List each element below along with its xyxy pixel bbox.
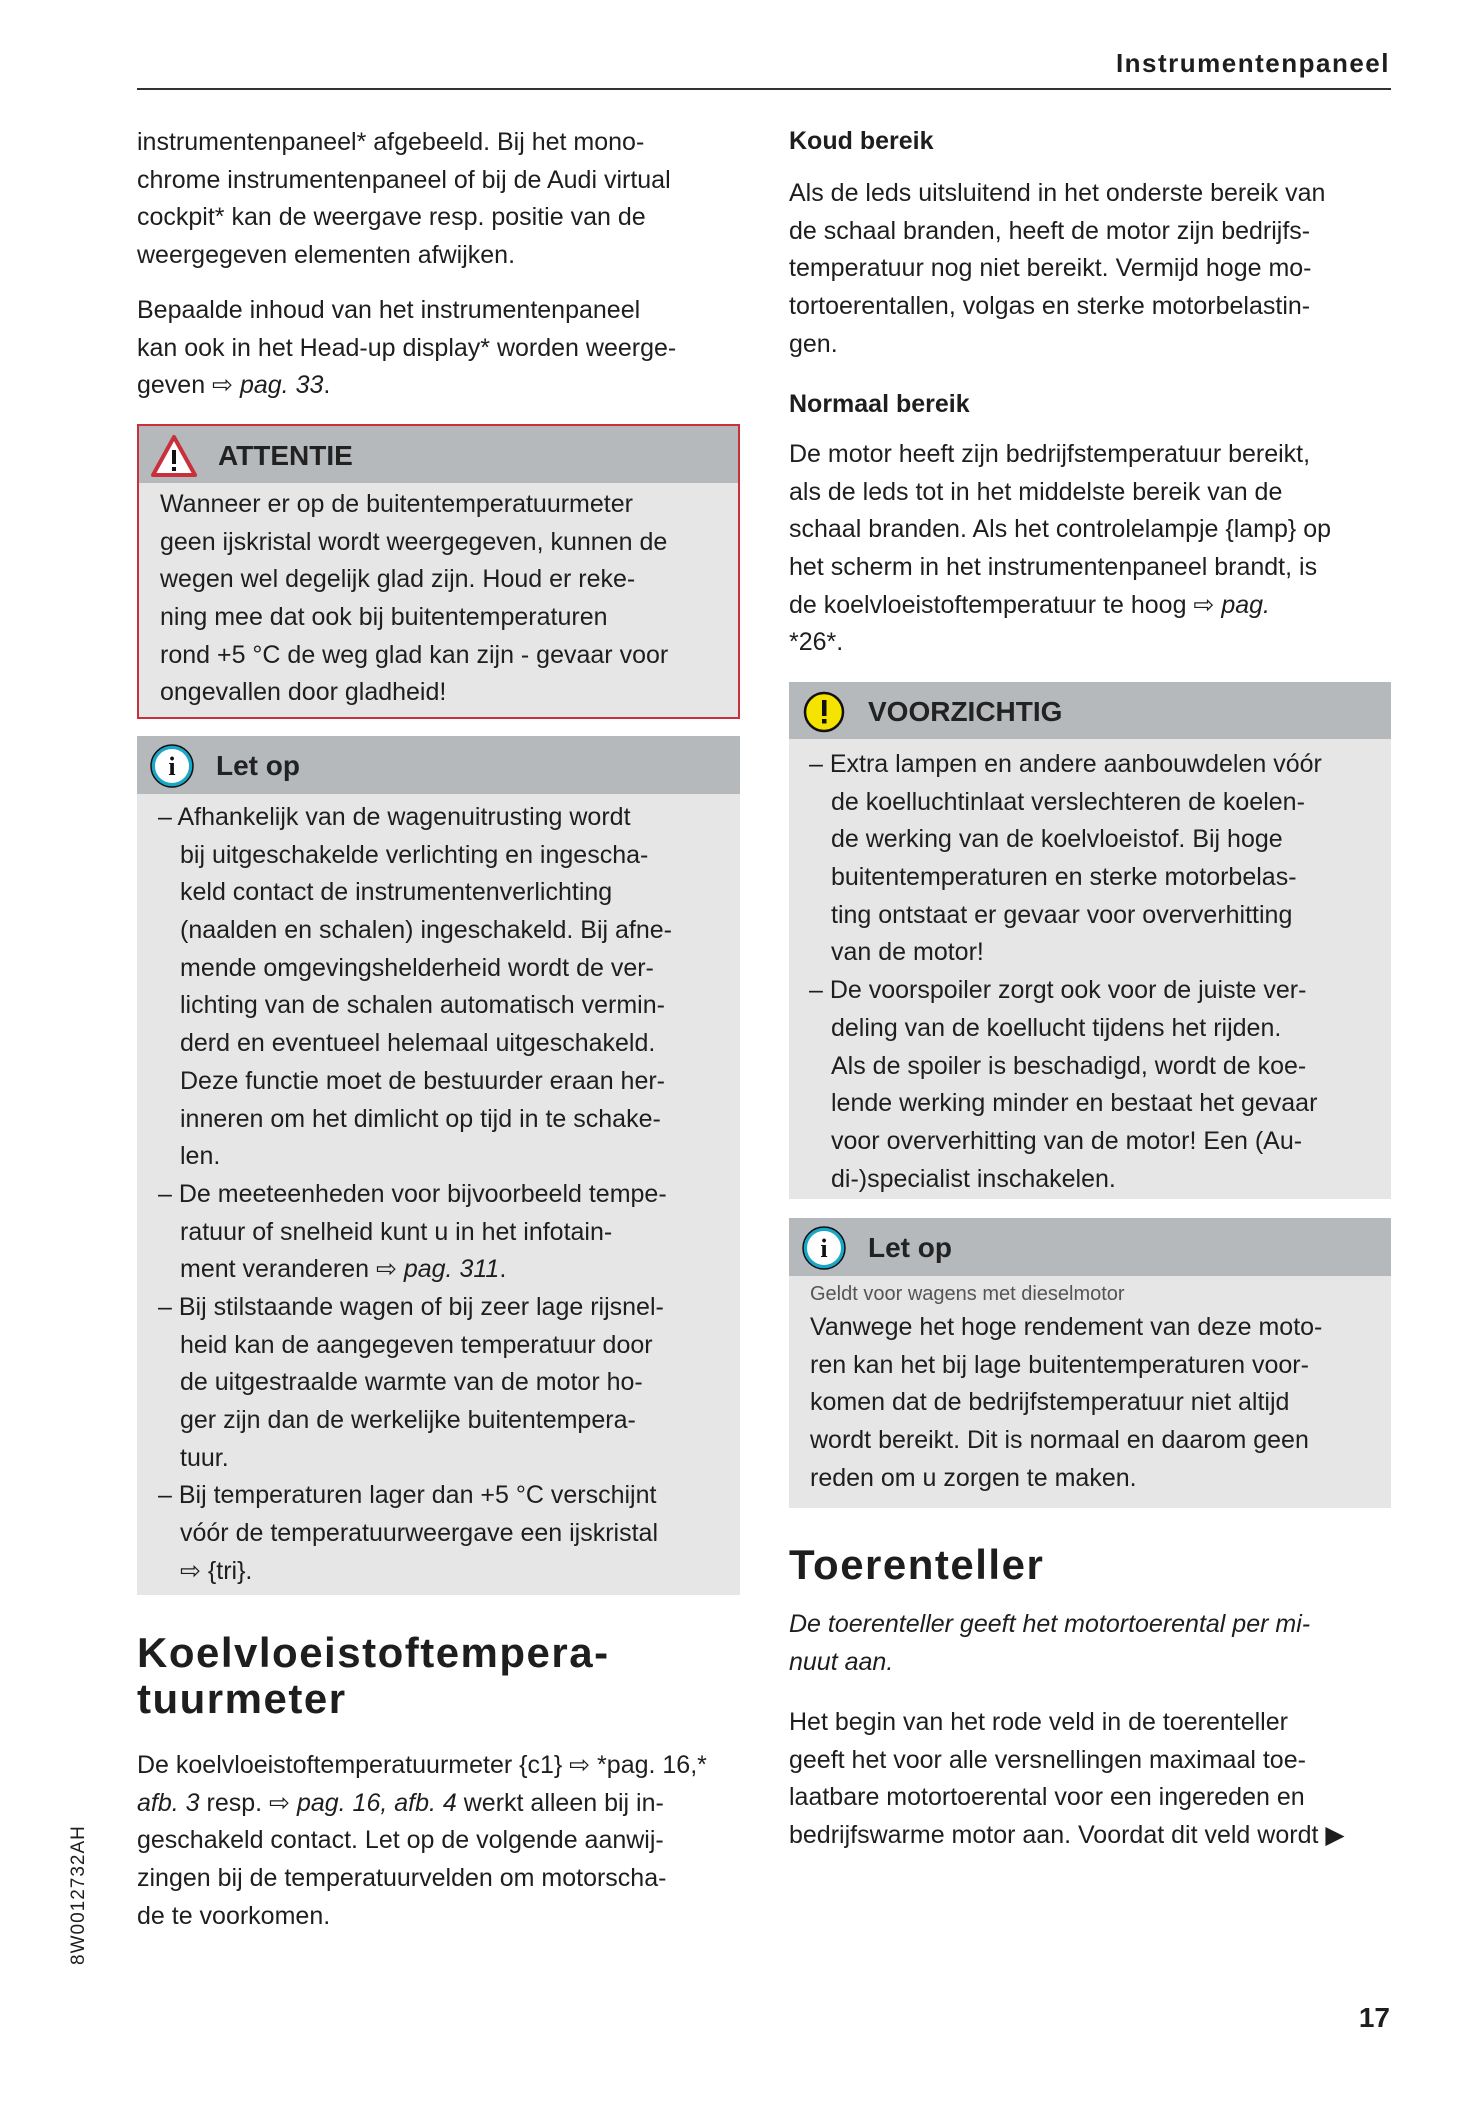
text-line: de schaal branden, heeft de motor zijn bedrijfs-: [789, 216, 1311, 245]
text-line: geven ⇨ pag. 33.: [137, 371, 331, 400]
let-op-right-body: [789, 1276, 1391, 1497]
text-line: ger zijn dan de werkelijke buitentempera-: [180, 1406, 636, 1434]
text-line: de werking van de koelvloeistof. Bij hoge: [831, 825, 1283, 854]
let-op-right-text: [810, 1309, 1391, 1497]
text-line: geschakeld contact. Let op de volgende aanwij-: [137, 1826, 664, 1855]
let-op-header: [137, 736, 740, 794]
list-item: [158, 799, 740, 1176]
text-line: het scherm in het instrumentenpaneel brandt, is: [789, 553, 1318, 582]
text-line: – Afhankelijk van de wagenuitrusting wordt: [158, 803, 631, 831]
text-line: tortoerentallen, volgas en sterke motorbelastin-: [789, 292, 1311, 321]
text-line: inneren om het dimlicht op tijd in te schake-: [180, 1104, 661, 1133]
koelvloeistof-paragraph: [137, 1747, 740, 1935]
text-line: wordt bereikt. Dit is normaal en daarom geen: [810, 1426, 1309, 1455]
text-line: heid kan de aangegeven temperatuur door: [180, 1330, 653, 1359]
text-line: ment veranderen ⇨ pag. 311.: [180, 1255, 507, 1284]
text-line: temperatuur nog niet bereikt. Vermijd hoge mo-: [789, 254, 1312, 283]
text-line: Als de leds uitsluitend in het onderste bereik van: [789, 179, 1326, 207]
voorzichtig-list: [789, 739, 1391, 1198]
text-line: – Bij temperaturen lager dan +5 °C verschijnt: [158, 1481, 657, 1510]
text-line: schaal branden. Als het controlelampje {lamp} op: [789, 515, 1332, 544]
text-line: de uitgestraalde warmte van de motor ho-: [180, 1368, 643, 1397]
text-line: kan ook in het Head-up display* worden weerge-: [137, 333, 677, 362]
let-op-title-right: Let op: [868, 1232, 952, 1263]
svg-text:i: i: [820, 1234, 828, 1263]
text-line: de koelvloeistoftemperatuur te hoog ⇨ pag.: [789, 590, 1270, 619]
list-item: [158, 1289, 740, 1477]
let-op-list: [137, 794, 740, 1590]
text-line: vóór de temperatuurweergave een ijskristal: [180, 1519, 659, 1548]
list-item: [158, 1176, 740, 1289]
text-line: – De voorspoiler zorgt ook voor de juiste ver-: [809, 976, 1307, 1005]
caution-icon: [801, 690, 847, 734]
list-item: [158, 1477, 740, 1590]
text-line: *26*.: [789, 628, 844, 657]
text-line: Bepaalde inhoud van het instrumentenpaneel: [137, 296, 641, 324]
page-number: 17: [1358, 2002, 1390, 2033]
text-line: De motor heeft zijn bedrijfstemperatuur bereikt,: [789, 440, 1311, 468]
text-line: reden om u zorgen te maken.: [810, 1463, 1137, 1492]
text-line: weergegeven elementen afwijken.: [137, 241, 516, 270]
text-line: geeft het voor alle versnellingen maximaal toe-: [789, 1745, 1306, 1774]
header-rule: [137, 88, 1391, 90]
let-op-subtitle: Geldt voor wagens met dieselmotor: [810, 1283, 1125, 1305]
text-line: als de leds tot in het middelste bereik van de: [789, 477, 1283, 506]
attentie-header: [139, 426, 738, 483]
text-line: – Extra lampen en andere aanbouwdelen vóór: [809, 750, 1322, 778]
document-code: 8W0012732AH: [68, 1825, 89, 1965]
text-line: ting ontstaat er gevaar voor oververhitting: [831, 900, 1293, 929]
text-line: buitentemperaturen en sterke motorbelas-: [831, 863, 1297, 892]
koud-bereik-heading: Koud bereik: [789, 127, 934, 155]
text-line: wegen wel degelijk glad zijn. Houd er reke-: [160, 565, 636, 594]
text-line: ratuur of snelheid kunt u in het infotain-: [180, 1217, 613, 1246]
text-line: len.: [180, 1142, 221, 1171]
text-line: De toerenteller geeft het motortoerental per mi-: [789, 1610, 1311, 1638]
text-line: Het begin van het rode veld in de toerenteller: [789, 1708, 1288, 1736]
section-heading-toerenteller: Toerenteller: [789, 1541, 1045, 1588]
info-icon: [801, 1226, 847, 1270]
text-line: di-)specialist inschakelen.: [831, 1164, 1116, 1193]
normaal-bereik-text: [789, 436, 1391, 662]
attentie-title: ATTENTIE: [218, 440, 353, 471]
running-header: Instrumentenpaneel: [1115, 48, 1390, 78]
text-line: de te voorkomen.: [137, 1901, 331, 1930]
list-item: [809, 746, 1391, 972]
section-heading-koelvloeistof: [137, 1630, 740, 1722]
info-icon: [149, 744, 195, 788]
text-line: keld contact de instrumentenverlichting: [180, 878, 613, 907]
text-line: tuurmeter: [137, 1675, 347, 1722]
attentie-box: [137, 424, 740, 719]
text-line: laatbare motortoerental voor een ingereden en: [789, 1783, 1305, 1812]
text-line: afb. 3 resp. ⇨ pag. 16, afb. 4 werkt alleen bij in-: [137, 1788, 664, 1817]
voorzichtig-header: [789, 682, 1391, 739]
list-item: [809, 972, 1391, 1198]
koud-bereik-text: [789, 175, 1391, 363]
text-line: geen ijskristal wordt weergegeven, kunnen de: [160, 527, 668, 556]
text-line: bij uitgeschakelde verlichting en ingescha-: [180, 840, 649, 869]
text-line: Deze functie moet de bestuurder eraan her-: [180, 1066, 665, 1095]
text-line: chrome instrumentenpaneel of bij de Audi virtual: [137, 165, 671, 194]
text-line: mende omgevingshelderheid wordt de ver-: [180, 953, 654, 982]
text-line: lichting van de schalen automatisch vermin-: [180, 991, 665, 1020]
text-line: komen dat de bedrijfstemperatuur niet altijd: [810, 1388, 1290, 1417]
text-line: Als de spoiler is beschadigd, wordt de koe-: [831, 1051, 1307, 1080]
text-line: – Bij stilstaande wagen of bij zeer lage rijsnel-: [158, 1292, 664, 1321]
let-op-box-left: [137, 736, 740, 1595]
text-line: de koelluchtinlaat verslechteren de koelen-: [831, 787, 1305, 816]
svg-text:i: i: [168, 752, 176, 781]
text-line: – De meeteenheden voor bijvoorbeeld tempe-: [158, 1179, 667, 1208]
text-line: derd en eventueel helemaal uitgeschakeld.: [180, 1029, 656, 1058]
text-line: Wanneer er op de buitentemperatuurmeter: [160, 490, 633, 518]
warning-triangle-icon: [151, 434, 197, 478]
intro-paragraph: [137, 124, 740, 275]
let-op-header-right: [789, 1218, 1391, 1276]
text-line: bedrijfswarme motor aan. Voordat dit veld wordt ▶: [789, 1821, 1345, 1850]
normaal-bereik-heading: Normaal bereik: [789, 390, 970, 418]
text-line: gen.: [789, 329, 838, 358]
text-line: voor oververhitting van de motor! Een (Au-: [831, 1126, 1303, 1155]
text-line: De koelvloeistoftemperatuurmeter {c1} ⇨ *pag. 16,*: [137, 1751, 707, 1779]
text-line: tuur.: [180, 1443, 229, 1472]
text-line: instrumentenpaneel* afgebeeld. Bij het mono-: [137, 128, 645, 156]
text-line: lende werking minder en bestaat het gevaar: [831, 1089, 1318, 1118]
voorzichtig-box: [789, 682, 1391, 1199]
text-line: ⇨ {tri}.: [180, 1556, 253, 1585]
toerenteller-intro: [789, 1606, 1391, 1681]
attentie-text: [139, 483, 738, 712]
let-op-title: Let op: [216, 750, 300, 781]
text-line: cockpit* kan de weergave resp. positie van de: [137, 203, 646, 232]
text-line: ning mee dat ook bij buitentemperaturen: [160, 603, 608, 632]
hud-paragraph: [137, 292, 740, 405]
text-line: rond +5 °C de weg glad kan zijn - gevaar voor: [160, 640, 669, 669]
text-line: (naalden en schalen) ingeschakeld. Bij afne-: [180, 916, 672, 945]
text-line: zingen bij de temperatuurvelden om motorscha-: [137, 1864, 667, 1893]
toerenteller-paragraph: [789, 1704, 1391, 1855]
text-line: ren kan het bij lage buitentemperaturen voor-: [810, 1350, 1309, 1379]
text-line: ongevallen door gladheid!: [160, 678, 447, 707]
voorzichtig-title: VOORZICHTIG: [868, 696, 1063, 727]
let-op-box-right: [789, 1218, 1391, 1508]
text-line: nuut aan.: [789, 1647, 894, 1676]
text-line: deling van de koellucht tijdens het rijden.: [831, 1013, 1282, 1042]
text-line: Vanwege het hoge rendement van deze moto-: [810, 1313, 1323, 1341]
text-line: Koelvloeistoftempera-: [137, 1629, 610, 1676]
text-line: van de motor!: [831, 938, 984, 967]
